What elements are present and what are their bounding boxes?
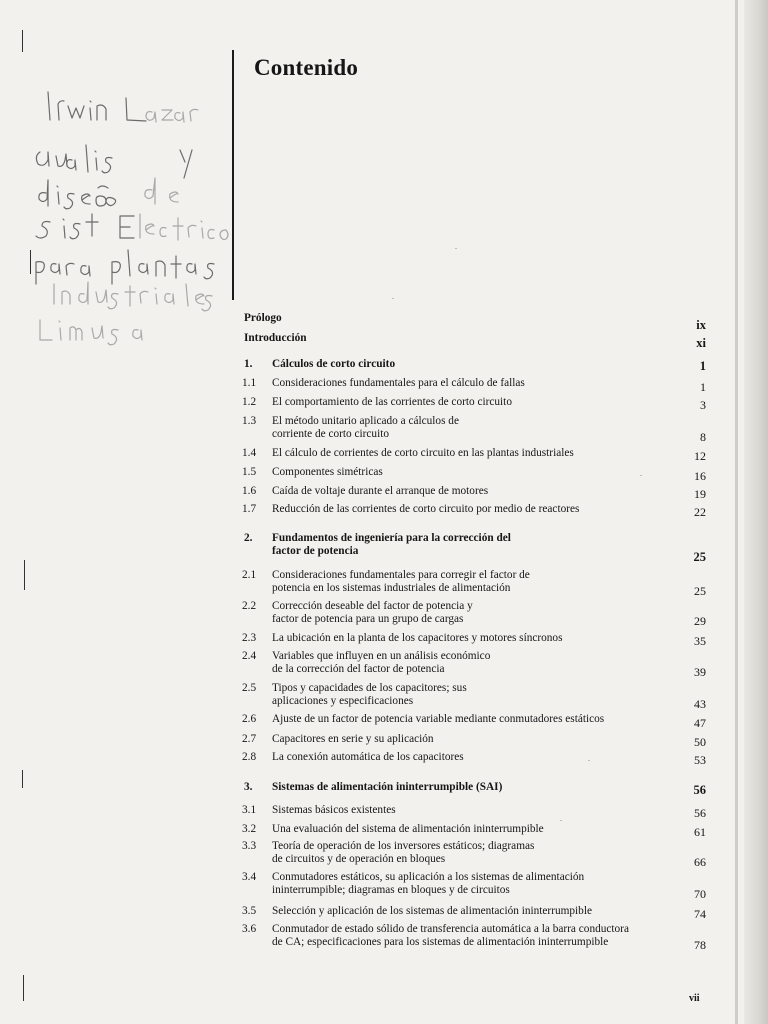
- toc-section-number: 3.3: [242, 840, 257, 852]
- toc-section-page: 74: [694, 907, 706, 921]
- toc-section-title: El método unitario aplicado a cálculos de: [272, 415, 459, 427]
- toc-section-number: 2.8: [242, 751, 257, 763]
- toc-section-title: Reducción de las corrientes de corto circuito por medio de reactores: [272, 503, 580, 515]
- toc-section-number: 1.3: [242, 415, 257, 427]
- toc-section-title: Ajuste de un factor de potencia variable mediante conmutadores estáticos: [272, 713, 605, 725]
- toc-section-number: 2.3: [242, 632, 257, 644]
- toc-section-title: de CA; especificaciones para los sistemas de alimentación ininterrumpible: [272, 936, 609, 948]
- toc-section-title: Variables que influyen en un análisis económico: [272, 650, 491, 662]
- toc-section-title: La ubicación en la planta de los capacitores y motores síncronos: [272, 632, 563, 644]
- toc-section-page: 53: [694, 753, 706, 767]
- toc-section-title: Consideraciones fundamentales para corregir el factor de: [272, 569, 530, 581]
- toc-section-page: 70: [694, 887, 706, 901]
- toc-chapter-title: Sistemas de alimentación ininterrumpible (SAI): [272, 781, 503, 793]
- toc-section-title: Conmutadores estáticos, su aplicación a los sistemas de alimentación: [272, 871, 585, 883]
- toc-section-number: 2.1: [242, 569, 257, 581]
- toc-section-title: aplicaciones y especificaciones: [272, 695, 414, 707]
- toc-section-number: 2.7: [242, 733, 257, 745]
- toc-section-title: de la corrección del factor de potencia: [272, 663, 445, 675]
- toc-section-title: potencia en los sistemas industriales de alimentación: [272, 582, 511, 594]
- toc-chapter-title: Fundamentos de ingeniería para la corrección del: [272, 532, 511, 544]
- toc-section-number: 1.7: [242, 503, 257, 515]
- toc-section-title: El cálculo de corrientes de corto circuito en las plantas industriales: [272, 447, 574, 459]
- toc-section-title: ininterrumpible; diagramas en bloques y de circuitos: [272, 884, 510, 896]
- toc-section-page: 16: [694, 469, 706, 483]
- toc-front-label: Introducción: [244, 332, 307, 344]
- toc-section-title: Teoría de operación de los inversores estáticos; diagramas: [272, 840, 535, 852]
- toc-section-page: 66: [694, 855, 706, 869]
- toc-section-number: 2.5: [242, 682, 257, 694]
- toc-section-number: 2.2: [242, 600, 257, 612]
- title-rule: [232, 50, 234, 300]
- toc-section-number: 1.4: [242, 447, 257, 459]
- toc-section-page: 78: [694, 938, 706, 952]
- toc-section-page: 22: [694, 505, 706, 519]
- toc-section-number: 1.2: [242, 396, 257, 408]
- toc-section-title: La conexión automática de los capacitores: [272, 751, 464, 763]
- toc-section-page: 12: [694, 449, 706, 463]
- toc-section-page: 35: [694, 634, 706, 648]
- toc-section-number: 1.6: [242, 485, 257, 497]
- toc-front-page: ix: [696, 318, 706, 332]
- page-folio: vii: [689, 993, 700, 1004]
- toc-section-number: 3.5: [242, 905, 257, 917]
- toc-section-page: 43: [694, 697, 706, 711]
- toc-section-number: 2.4: [242, 650, 257, 662]
- toc-section-number: 2.6: [242, 713, 257, 725]
- page-title: Contenido: [254, 55, 359, 80]
- toc-section-page: 3: [700, 398, 706, 412]
- toc-section-title: corriente de corto circuito: [272, 428, 389, 440]
- toc-section-page: 50: [694, 735, 706, 749]
- toc-section-title: Sistemas básicos existentes: [272, 804, 396, 816]
- toc-section-page: 25: [694, 584, 706, 598]
- toc-section-title: Componentes simétricas: [272, 466, 383, 478]
- toc-section-page: 56: [694, 806, 706, 820]
- toc-section-number: 3.1: [242, 804, 257, 816]
- toc-section-number: 3.6: [242, 923, 257, 935]
- toc-section-number: 3.4: [242, 871, 257, 883]
- toc-front-page: xi: [696, 336, 706, 350]
- toc-section-title: Corrección deseable del factor de potencia y: [272, 600, 473, 612]
- toc-section-title: Consideraciones fundamentales para el cálculo de fallas: [272, 377, 525, 389]
- toc-section-page: 47: [694, 716, 706, 730]
- toc-section-page: 61: [694, 825, 706, 839]
- toc-chapter-number: 2.: [244, 532, 253, 544]
- toc-section-title: Tipos y capacidades de los capacitores; sus: [272, 682, 467, 694]
- toc-section-page: 1: [700, 380, 706, 394]
- toc-section-page: 19: [694, 487, 706, 501]
- toc-section-page: 29: [694, 614, 706, 628]
- toc-chapter-page: 25: [693, 550, 706, 564]
- toc-chapter-number: 3.: [244, 781, 253, 793]
- toc-section-number: 3.2: [242, 823, 257, 835]
- toc-section-page: 39: [694, 665, 706, 679]
- toc-section-title: El comportamiento de las corrientes de corto circuito: [272, 396, 512, 408]
- binding-shadow: [735, 0, 738, 1024]
- toc-section-title: Capacitores en serie y su aplicación: [272, 733, 434, 745]
- toc-chapter-title: factor de potencia: [272, 545, 359, 557]
- toc-section-title: Caída de voltaje durante el arranque de motores: [272, 485, 489, 497]
- toc-chapter-number: 1.: [244, 358, 253, 370]
- toc-section-title: factor de potencia para un grupo de cargas: [272, 613, 464, 625]
- toc-section-title: de circuitos y de operación en bloques: [272, 853, 446, 865]
- toc-chapter-title: Cálculos de corto circuito: [272, 358, 396, 370]
- toc-chapter-page: 56: [693, 783, 706, 797]
- toc-front-label: Prólogo: [244, 312, 282, 324]
- toc-section-number: 1.1: [242, 377, 257, 389]
- pencil-handwriting: [0, 0, 240, 360]
- page-edge-shadow: [744, 0, 768, 1024]
- toc-section-title: Conmutador de estado sólido de transferencia automática a la barra conductora: [272, 923, 629, 935]
- toc-chapter-page: 1: [699, 359, 706, 373]
- toc-section-number: 1.5: [242, 466, 257, 478]
- toc-section-page: 8: [700, 430, 706, 444]
- toc-section-title: Selección y aplicación de los sistemas de alimentación ininterrumpible: [272, 905, 592, 917]
- toc-section-title: Una evaluación del sistema de alimentación ininterrumpible: [272, 823, 544, 835]
